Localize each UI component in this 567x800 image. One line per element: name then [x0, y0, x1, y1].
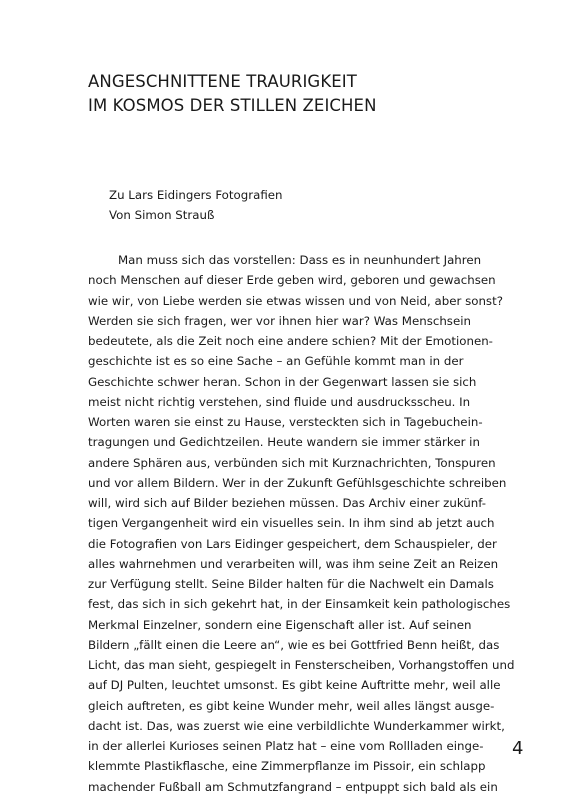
- body-line: fest, das sich in sich gekehrt hat, in der Einsamkeit kein pathologisches: [88, 597, 511, 612]
- body-line: Licht, das man sieht, gespiegelt in Fensterscheiben, Vorhangstoffen und: [88, 658, 515, 672]
- body-line: wie wir, von Liebe werden sie etwas wissen und von Neid, aber sonst?: [88, 293, 503, 308]
- author: Von Simon Strauß: [109, 208, 215, 222]
- body-line: meist nicht richtig verstehen, sind fluide und ausdrucksscheu. In: [88, 394, 471, 409]
- body-line: gleich auftreten, es gibt keine Wunder mehr, weil alles längst ausge-: [88, 698, 495, 713]
- body-line: Worten waren sie einst zu Hause, versteckten sich in Tagebuchein-: [88, 415, 483, 429]
- body-line: noch Menschen auf dieser Erde geben wird, geboren und gewachsen: [88, 273, 496, 288]
- article-title: [88, 70, 377, 118]
- body-line: machender Fußball am Schmutzfangrand – entpuppt sich bald als ein: [88, 779, 498, 794]
- body-line: in der allerlei Kurioses seinen Platz hat – eine vom Rollladen einge-: [88, 739, 484, 753]
- body-line: die Fotografien von Lars Eidinger gespeichert, dem Schauspieler, der: [88, 536, 497, 551]
- page-number: 4: [512, 738, 524, 759]
- body-line: Geschichte schwer heran. Schon in der Gegenwart lassen sie sich: [88, 374, 477, 389]
- title-line-2: IM KOSMOS DER STILLEN ZEICHEN: [88, 96, 377, 115]
- body-line: andere Sphären aus, verbünden sich mit Kurznachrichten, Tonspuren: [88, 455, 496, 470]
- body-line: Man muss sich das vorstellen: Dass es in neunhundert Jahren: [118, 253, 482, 267]
- body-line: Bildern „fällt einen die Leere an“, wie es bei Gottfried Benn heißt, das: [88, 637, 500, 652]
- body-line: geschichte ist es so eine Sache – an Gefühle kommt man in der: [88, 354, 464, 369]
- body-line: und vor allem Bildern. Wer in der Zukunft Gefühlsgeschichte schreiben: [88, 475, 507, 490]
- body-line: Werden sie sich fragen, wer vor ihnen hier war? Was Menschsein: [88, 313, 471, 328]
- body-line: will, wird sich auf Bilder beziehen müssen. Das Archiv einer zukünf-: [88, 496, 487, 510]
- subtitle: Zu Lars Eidingers Fotografien: [109, 188, 283, 202]
- body-line: auf DJ Pulten, leuchtet umsonst. Es gibt keine Auftritte mehr, weil alle: [88, 678, 501, 693]
- byline: [109, 185, 282, 225]
- body-line: klemmte Plastikflasche, eine Zimmerpflanze im Pissoir, ein schlapp: [88, 759, 486, 774]
- body-line: bedeutete, als die Zeit noch eine andere schien? Mit der Emotionen-: [88, 334, 493, 348]
- body-line: dacht ist. Das, was zuerst wie eine verbildlichte Wunderkammer wirkt,: [88, 718, 505, 733]
- body-line: alles wahrnehmen und verarbeiten will, was ihm seine Zeit an Reizen: [88, 556, 499, 571]
- body-line: tigen Vergangenheit wird ein visuelles sein. In ihm sind ab jetzt auch: [88, 516, 495, 531]
- body-line: tragungen und Gedichtzeilen. Heute wandern sie immer stärker in: [88, 435, 480, 450]
- body-text: [88, 250, 515, 797]
- title-line-1: ANGESCHNITTENE TRAURIGKEIT: [88, 72, 357, 91]
- body-line: zur Verfügung stellt. Seine Bilder halten für die Nachwelt ein Damals: [88, 577, 494, 591]
- body-line: Merkmal Einzelner, sondern eine Eigenschaft aller ist. Auf seinen: [88, 617, 472, 632]
